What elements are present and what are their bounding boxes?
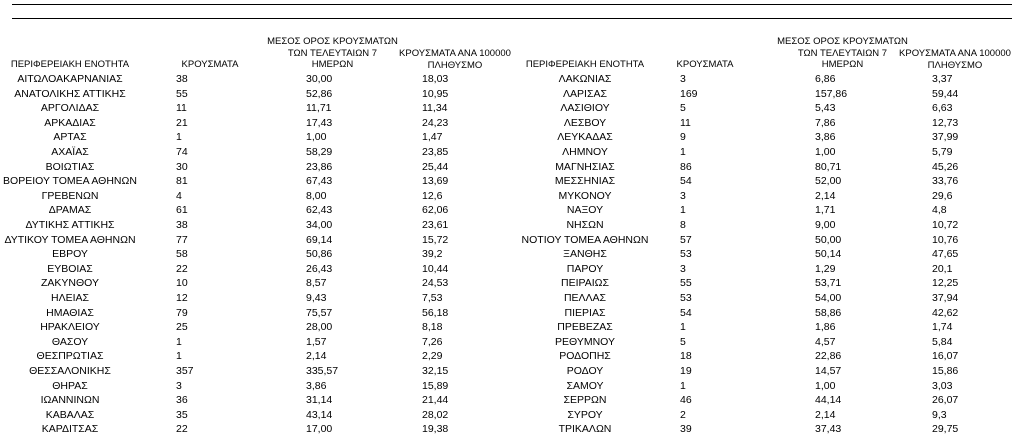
per100k-cell: 10,72: [932, 219, 959, 231]
region-cell: ΣΕΡΡΩΝ: [563, 394, 607, 407]
per100k-cell: 12,73: [932, 116, 959, 129]
cases-cell: 9: [680, 131, 686, 144]
region-cell: ΙΩΑΝΝΙΝΩΝ: [40, 394, 100, 407]
region-cell: ΠΕΛΛΑΣ: [563, 292, 607, 304]
region-cell: ΑΧΑΪΑΣ: [51, 146, 89, 158]
per100k-cell: 15,89: [422, 379, 449, 392]
region-cell: ΘΕΣΣΑΛΟΝΙΚΗΣ: [29, 365, 111, 377]
avg7-cell: 1,00: [815, 379, 836, 392]
per100k-cell: 12,25: [932, 277, 959, 290]
avg7-cell: 9,43: [306, 292, 327, 304]
cases-cell: 3: [680, 262, 686, 275]
region-cell: ΠΡΕΒΕΖΑΣ: [557, 321, 613, 334]
per100k-cell: 5,84: [932, 335, 953, 348]
avg7-cell: 1,86: [815, 321, 836, 334]
header-per100k-line2: ΠΛΗΘΥΣΜΟ: [927, 59, 983, 71]
cases-cell: 5: [680, 335, 686, 348]
per100k-cell: 12,6: [422, 189, 443, 202]
per100k-cell: 59,44: [932, 87, 959, 100]
per100k-cell: 47,65: [932, 248, 959, 261]
region-cell: ΘΕΣΠΡΩΤΙΑΣ: [36, 350, 104, 363]
per100k-cell: 39,2: [422, 248, 443, 261]
cases-cell: 54: [680, 306, 692, 319]
per100k-cell: 37,94: [932, 292, 959, 304]
cases-cell: 357: [176, 365, 194, 377]
region-cell: ΝΟΤΙΟΥ ΤΟΜΕΑ ΑΘΗΝΩΝ: [521, 233, 649, 246]
region-cell: ΛΑΡΙΣΑΣ: [563, 87, 607, 100]
avg7-cell: 37,43: [815, 423, 842, 436]
avg7-cell: 5,43: [815, 102, 836, 115]
avg7-cell: 50,00: [815, 233, 842, 246]
cases-cell: 36: [176, 394, 188, 407]
region-cell: ΔΥΤΙΚΗΣ ΑΤΤΙΚΗΣ: [25, 219, 115, 231]
cases-cell: 35: [176, 408, 188, 421]
region-cell: ΡΟΔΟΠΗΣ: [559, 350, 611, 363]
region-cell: ΡΟΔΟΥ: [566, 365, 604, 377]
avg7-cell: 30,00: [306, 73, 333, 85]
avg7-cell: 8,00: [306, 189, 327, 202]
avg7-cell: 43,14: [306, 408, 333, 421]
region-cell: ΕΒΡΟΥ: [52, 248, 88, 261]
cases-cell: 22: [176, 423, 188, 436]
cases-cell: 3: [680, 73, 686, 85]
region-cell: ΘΑΣΟΥ: [51, 335, 89, 348]
avg7-cell: 3,86: [306, 379, 327, 392]
cases-cell: 77: [176, 233, 188, 246]
cases-cell: 22: [176, 262, 188, 275]
per100k-cell: 23,85: [422, 146, 449, 158]
per100k-cell: 29,6: [932, 189, 953, 202]
avg7-cell: 1,29: [815, 262, 836, 275]
header-per100k-line1: ΚΡΟΥΣΜΑΤΑ ΑΝΑ 100000: [899, 48, 1011, 59]
avg7-cell: 58,86: [815, 306, 842, 319]
avg7-cell: 50,86: [306, 248, 333, 261]
region-cell: ΝΗΣΩΝ: [566, 219, 604, 231]
region-cell: ΗΜΑΘΙΑΣ: [46, 306, 94, 319]
region-cell: ΕΥΒΟΙΑΣ: [47, 262, 93, 275]
region-cell: ΠΙΕΡΙΑΣ: [564, 306, 606, 319]
header-region-left: ΠΕΡΙΦΕΡΕΙΑΚΗ ΕΝΟΤΗΤΑ: [10, 59, 130, 70]
region-cell: ΗΡΑΚΛΕΙΟΥ: [40, 321, 100, 334]
avg7-cell: 34,00: [306, 219, 333, 231]
region-cell: ΑΡΓΟΛΙΔΑΣ: [40, 102, 100, 115]
region-cell: ΜΕΣΣΗΝΙΑΣ: [554, 175, 616, 188]
cases-cell: 21: [176, 116, 188, 129]
cases-cell: 11: [176, 102, 187, 115]
per100k-cell: 9,3: [932, 408, 947, 421]
cases-cell: 46: [680, 394, 692, 407]
avg7-cell: 157,86: [815, 87, 848, 100]
cases-cell: 169: [680, 87, 698, 100]
header-per100k-line1: ΚΡΟΥΣΜΑΤΑ ΑΝΑ 100000: [399, 48, 511, 59]
per100k-cell: 21,44: [422, 394, 449, 407]
per100k-cell: 7,26: [422, 335, 443, 348]
per100k-cell: 3,37: [932, 73, 953, 85]
region-cell: ΛΑΣΙΘΙΟΥ: [560, 102, 610, 115]
per100k-cell: 33,76: [932, 175, 959, 188]
cases-cell: 1: [176, 131, 182, 144]
per100k-cell: 56,18: [422, 306, 449, 319]
avg7-cell: 17,43: [306, 116, 333, 129]
avg7-cell: 1,00: [306, 131, 327, 144]
cases-cell: 30: [176, 160, 188, 173]
avg7-cell: 44,14: [815, 394, 842, 407]
avg7-cell: 4,57: [815, 335, 836, 348]
avg7-cell: 14,57: [815, 365, 842, 377]
avg7-cell: 3,86: [815, 131, 836, 144]
per100k-cell: 23,61: [422, 219, 449, 231]
header-avg-line2: ΤΩΝ ΤΕΛΕΥΤΑΙΩΝ 7: [287, 47, 378, 59]
region-cell: ΑΡΤΑΣ: [53, 131, 87, 144]
cases-cell: 8: [680, 219, 686, 231]
cases-cell: 61: [176, 204, 188, 217]
per100k-cell: 25,44: [422, 160, 449, 173]
header-avg-line3: ΗΜΕΡΩΝ: [821, 59, 864, 70]
avg7-cell: 6,86: [815, 73, 836, 85]
region-cell: ΚΑΒΑΛΑΣ: [45, 408, 95, 421]
per100k-cell: 6,63: [932, 102, 953, 115]
cases-cell: 10: [176, 277, 188, 290]
per100k-cell: 19,38: [422, 423, 449, 436]
cases-cell: 12: [176, 292, 188, 304]
per100k-cell: 20,1: [932, 262, 953, 275]
region-cell: ΜΑΓΝΗΣΙΑΣ: [555, 160, 615, 173]
cases-cell: 39: [680, 423, 692, 436]
header-per100k-line2: ΠΛΗΘΥΣΜΟ: [427, 59, 483, 71]
region-cell: ΛΑΚΩΝΙΑΣ: [558, 73, 612, 85]
per100k-cell: 13,69: [422, 175, 449, 188]
cases-cell: 2: [680, 408, 686, 421]
per100k-cell: 26,07: [932, 394, 959, 407]
region-cell: ΗΛΕΙΑΣ: [50, 292, 89, 304]
cases-cell: 1: [680, 379, 686, 392]
per100k-cell: 15,86: [932, 365, 959, 377]
per100k-cell: 28,02: [422, 408, 449, 421]
region-cell: ΣΑΜΟΥ: [566, 379, 604, 392]
region-cell: ΔΡΑΜΑΣ: [48, 204, 92, 217]
per100k-cell: 3,03: [932, 379, 953, 392]
region-cell: ΝΑΞΟΥ: [566, 204, 604, 217]
header-avg-line1: ΜΕΣΟΣ ΟΡΟΣ ΚΡΟΥΣΜΑΤΩΝ: [267, 36, 398, 47]
cases-cell: 1: [680, 146, 686, 158]
avg7-cell: 28,00: [306, 321, 333, 334]
cases-cell: 53: [680, 292, 692, 304]
region-cell: ΚΑΡΔΙΤΣΑΣ: [41, 423, 99, 436]
header-cases-left: ΚΡΟΥΣΜΑΤΑ: [181, 59, 239, 70]
per100k-cell: 24,23: [422, 116, 449, 129]
per100k-cell: 8,18: [422, 321, 443, 334]
avg7-cell: 1,57: [306, 335, 327, 348]
region-cell: ΛΕΣΒΟΥ: [563, 116, 607, 129]
region-cell: ΑΡΚΑΔΙΑΣ: [44, 116, 96, 129]
cases-cell: 3: [176, 379, 182, 392]
region-cell: ΑΝΑΤΟΛΙΚΗΣ ΑΤΤΙΚΗΣ: [14, 87, 126, 100]
per100k-cell: 10,44: [422, 262, 449, 275]
per100k-cell: 11,34: [422, 102, 448, 115]
cases-cell: 55: [680, 277, 692, 290]
avg7-cell: 2,14: [815, 189, 836, 202]
per100k-cell: 10,76: [932, 233, 959, 246]
cases-cell: 54: [680, 175, 692, 188]
region-cell: ΤΡΙΚΑΛΩΝ: [558, 423, 612, 436]
cases-cell: 3: [680, 189, 686, 202]
avg7-cell: 7,86: [815, 116, 836, 129]
avg7-cell: 75,57: [306, 306, 333, 319]
avg7-cell: 1,71: [815, 204, 836, 217]
top-rule: [12, 4, 1012, 5]
cases-cell: 53: [680, 248, 692, 261]
region-cell: ΠΕΙΡΑΙΩΣ: [561, 277, 609, 290]
cases-cell: 86: [680, 160, 692, 173]
cases-cell: 38: [176, 73, 188, 85]
avg7-cell: 54,00: [815, 292, 842, 304]
avg7-cell: 17,00: [306, 423, 333, 436]
header-region-right: ΠΕΡΙΦΕΡΕΙΑΚΗ ΕΝΟΤΗΤΑ: [525, 59, 645, 70]
header-avg-line2: ΤΩΝ ΤΕΛΕΥΤΑΙΩΝ 7: [797, 47, 888, 59]
cases-cell: 11: [680, 116, 691, 129]
avg7-cell: 23,86: [306, 160, 333, 173]
cases-cell: 57: [680, 233, 692, 246]
per100k-cell: 37,99: [932, 131, 959, 144]
region-cell: ΑΙΤΩΛΟΑΚΑΡΝΑΝΙΑΣ: [17, 73, 123, 85]
region-cell: ΛΗΜΝΟΥ: [562, 146, 608, 158]
per100k-cell: 10,95: [422, 87, 449, 100]
avg7-cell: 67,43: [306, 175, 333, 188]
per100k-cell: 18,03: [422, 73, 449, 85]
header-per100k-left: [385, 48, 525, 71]
avg7-cell: 26,43: [306, 262, 333, 275]
cases-cell: 18: [680, 350, 692, 363]
region-cell: ΛΕΥΚΑΔΑΣ: [557, 131, 613, 144]
avg7-cell: 1,00: [815, 146, 836, 158]
header-cases-right: ΚΡΟΥΣΜΑΤΑ: [676, 59, 734, 70]
header-per100k-right: [885, 48, 1024, 71]
avg7-cell: 8,57: [306, 277, 327, 290]
header-avg-line1: ΜΕΣΟΣ ΟΡΟΣ ΚΡΟΥΣΜΑΤΩΝ: [777, 36, 908, 47]
cases-cell: 4: [176, 189, 182, 202]
avg7-cell: 53,71: [815, 277, 842, 290]
per100k-cell: 24,53: [422, 277, 449, 290]
avg7-cell: 22,86: [815, 350, 842, 363]
avg7-cell: 31,14: [306, 394, 333, 407]
avg7-cell: 11,71: [306, 102, 332, 115]
region-cell: ΓΡΕΒΕΝΩΝ: [41, 189, 99, 202]
avg7-cell: 9,00: [815, 219, 836, 231]
avg7-cell: 2,14: [815, 408, 836, 421]
cases-cell: 1: [176, 350, 182, 363]
per100k-cell: 4,8: [932, 204, 947, 217]
cases-cell: 38: [176, 219, 188, 231]
cases-cell: 5: [680, 102, 686, 115]
cases-cell: 1: [680, 204, 686, 217]
per100k-cell: 15,72: [422, 233, 449, 246]
avg7-cell: 335,57: [306, 365, 339, 377]
region-cell: ΒΟΡΕΙΟΥ ΤΟΜΕΑ ΑΘΗΝΩΝ: [3, 175, 137, 188]
per100k-cell: 29,75: [932, 423, 959, 436]
region-cell: ΔΥΤΙΚΟΥ ΤΟΜΕΑ ΑΘΗΝΩΝ: [4, 233, 136, 246]
region-cell: ΞΑΝΘΗΣ: [563, 248, 607, 261]
per100k-cell: 32,15: [422, 365, 449, 377]
region-cell: ΘΗΡΑΣ: [52, 379, 88, 392]
avg7-cell: 62,43: [306, 204, 333, 217]
region-cell: ΜΥΚΟΝΟΥ: [558, 189, 612, 202]
cases-cell: 19: [680, 365, 692, 377]
avg7-cell: 50,14: [815, 248, 842, 261]
per100k-cell: 62,06: [422, 204, 449, 217]
avg7-cell: 2,14: [306, 350, 327, 363]
cases-cell: 1: [176, 335, 182, 348]
avg7-cell: 52,86: [306, 87, 333, 100]
per100k-cell: 7,53: [422, 292, 443, 304]
region-cell: ΡΕΘΥΜΝΟΥ: [554, 335, 615, 348]
per100k-cell: 5,79: [932, 146, 953, 158]
cases-cell: 74: [176, 146, 188, 158]
avg7-cell: 58,29: [306, 146, 333, 158]
region-cell: ΠΑΡΟΥ: [566, 262, 604, 275]
region-cell: ΖΑΚΥΝΘΟΥ: [40, 277, 99, 290]
per100k-cell: 2,29: [422, 350, 443, 363]
cases-cell: 81: [176, 175, 188, 188]
header-rule: [12, 18, 1012, 19]
per100k-cell: 42,62: [932, 306, 959, 319]
cases-cell: 79: [176, 306, 188, 319]
per100k-cell: 1,47: [422, 131, 443, 144]
per100k-cell: 16,07: [932, 350, 959, 363]
avg7-cell: 80,71: [815, 160, 842, 173]
cases-cell: 55: [176, 87, 188, 100]
avg7-cell: 52,00: [815, 175, 842, 188]
cases-cell: 58: [176, 248, 188, 261]
cases-cell: 25: [176, 321, 188, 334]
region-cell: ΣΥΡΟΥ: [567, 408, 603, 421]
per100k-cell: 1,74: [932, 321, 953, 334]
cases-cell: 1: [680, 321, 686, 334]
avg7-cell: 69,14: [306, 233, 333, 246]
header-avg-line3: ΗΜΕΡΩΝ: [311, 59, 354, 70]
per100k-cell: 45,26: [932, 160, 959, 173]
region-cell: ΒΟΙΩΤΙΑΣ: [45, 160, 95, 173]
